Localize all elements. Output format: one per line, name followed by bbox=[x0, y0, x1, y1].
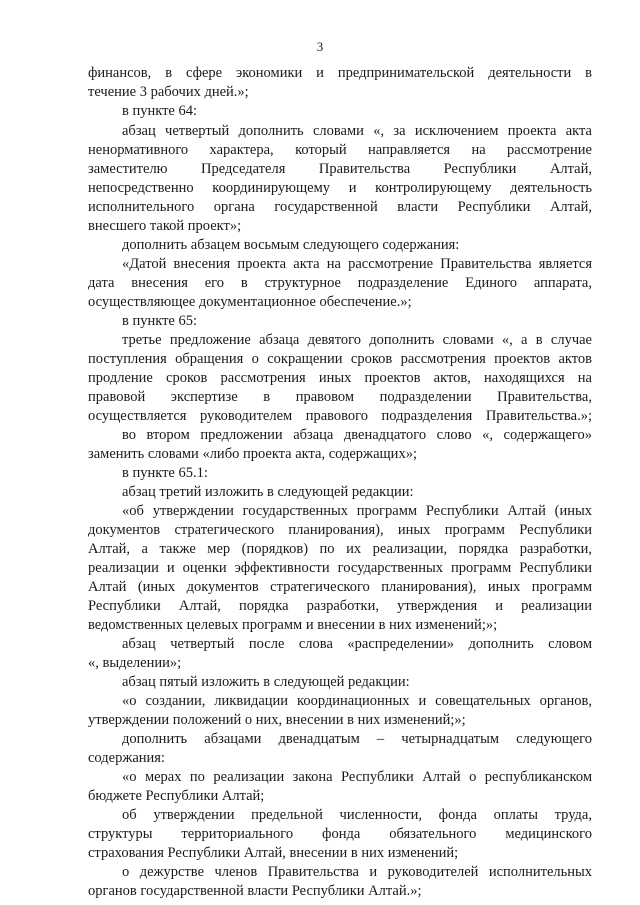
text-line: осуществляющее документационное обеспечение.»; bbox=[88, 294, 412, 310]
text-line: о дежурстве членов Правительства и руководителей исполнительных bbox=[122, 864, 592, 880]
text-line: «Датой внесения проекта акта на рассмотрение Правительства является bbox=[122, 256, 592, 272]
text-line: абзац третий изложить в следующей редакции: bbox=[122, 484, 414, 500]
text-line: абзац пятый изложить в следующей редакции: bbox=[122, 674, 410, 690]
text-line: течение 3 рабочих дней.»; bbox=[88, 84, 249, 100]
text-line: «о создании, ликвидации координационных и совещательных органов, bbox=[122, 693, 592, 709]
text-line: «об утверждении государственных программ Республики Алтай (иных bbox=[122, 503, 592, 519]
text-line: реализации и оценки эффективности государственных программ Республики bbox=[88, 560, 592, 576]
text-line: ненормативного характера, который направляется на рассмотрение bbox=[88, 142, 592, 158]
text-line: абзац четвертый дополнить словами «, за исключением проекта акта bbox=[122, 123, 592, 139]
text-line: осуществляется руководителем правового подразделения Правительства.»; bbox=[88, 408, 592, 424]
text-line: непосредственно координирующему и контролирующему деятельность bbox=[88, 180, 592, 196]
text-line: правовой экспертизе в правовом подразделении Правительства, bbox=[88, 389, 592, 405]
text-line: дополнить абзацем восьмым следующего содержания: bbox=[122, 237, 460, 253]
text-line: «, выделении»; bbox=[88, 655, 182, 671]
text-line: финансов, в сфере экономики и предпринимательской деятельности в bbox=[88, 65, 592, 81]
text-line: документов стратегического планирования), иных программ Республики bbox=[88, 522, 592, 538]
text-line: дополнить абзацами двенадцатым – четырнадцатым следующего bbox=[122, 731, 592, 747]
text-line: Алтай, а также мер (порядков) по их реализации, порядка разработки, bbox=[88, 541, 592, 557]
text-line: бюджете Республики Алтай; bbox=[88, 788, 265, 804]
text-line: «о мерах по реализации закона Республики Алтай о республиканском bbox=[122, 769, 592, 785]
text-line: заменить словами «либо проекта акта, содержащих»; bbox=[88, 446, 417, 462]
text-line: Алтай (иных документов стратегического планирования), иных программ bbox=[88, 579, 592, 595]
text-line: органов государственной власти Республики Алтай.»; bbox=[88, 883, 422, 899]
text-line: во втором предложении абзаца двенадцатого слово «, содержащего» bbox=[122, 427, 592, 443]
text-line: ведомственных целевых программ и внесении в них изменений;»; bbox=[88, 617, 498, 633]
text-line: поступления обращения о сокращении сроков рассмотрения проектов актов bbox=[88, 351, 592, 367]
text-line: дата внесения его в структурное подразделение Единого аппарата, bbox=[88, 275, 592, 291]
text-line: в пункте 64: bbox=[122, 103, 198, 119]
text-line: структуры территориального фонда обязательного медицинского bbox=[88, 826, 592, 842]
text-line: продление сроков рассмотрения иных проектов актов, находящихся на bbox=[88, 370, 592, 386]
text-line: внесшего такой проект»; bbox=[88, 218, 242, 234]
text-line: утверждении положений о них, внесении в них изменений;»; bbox=[88, 712, 466, 728]
text-line: заместителю Председателя Правительства Республики Алтай, bbox=[88, 161, 592, 177]
text-line: абзац четвертый после слова «распределении» дополнить словом bbox=[122, 636, 592, 652]
text-line: третье предложение абзаца девятого дополнить словами «, а в случае bbox=[122, 332, 592, 348]
text-line: об утверждении предельной численности, фонда оплаты труда, bbox=[122, 807, 592, 823]
page-number: 3 bbox=[316, 39, 324, 54]
text-line: исполнительного органа государственной власти Республики Алтай, bbox=[88, 199, 592, 215]
text-line: содержания: bbox=[88, 750, 166, 766]
text-line: Республики Алтай, порядка разработки, утверждения и реализации bbox=[88, 598, 592, 614]
text-line: в пункте 65: bbox=[122, 313, 198, 329]
text-line: страхования Республики Алтай, внесении в них изменений; bbox=[88, 845, 459, 861]
text-line: в пункте 65.1: bbox=[122, 465, 208, 481]
